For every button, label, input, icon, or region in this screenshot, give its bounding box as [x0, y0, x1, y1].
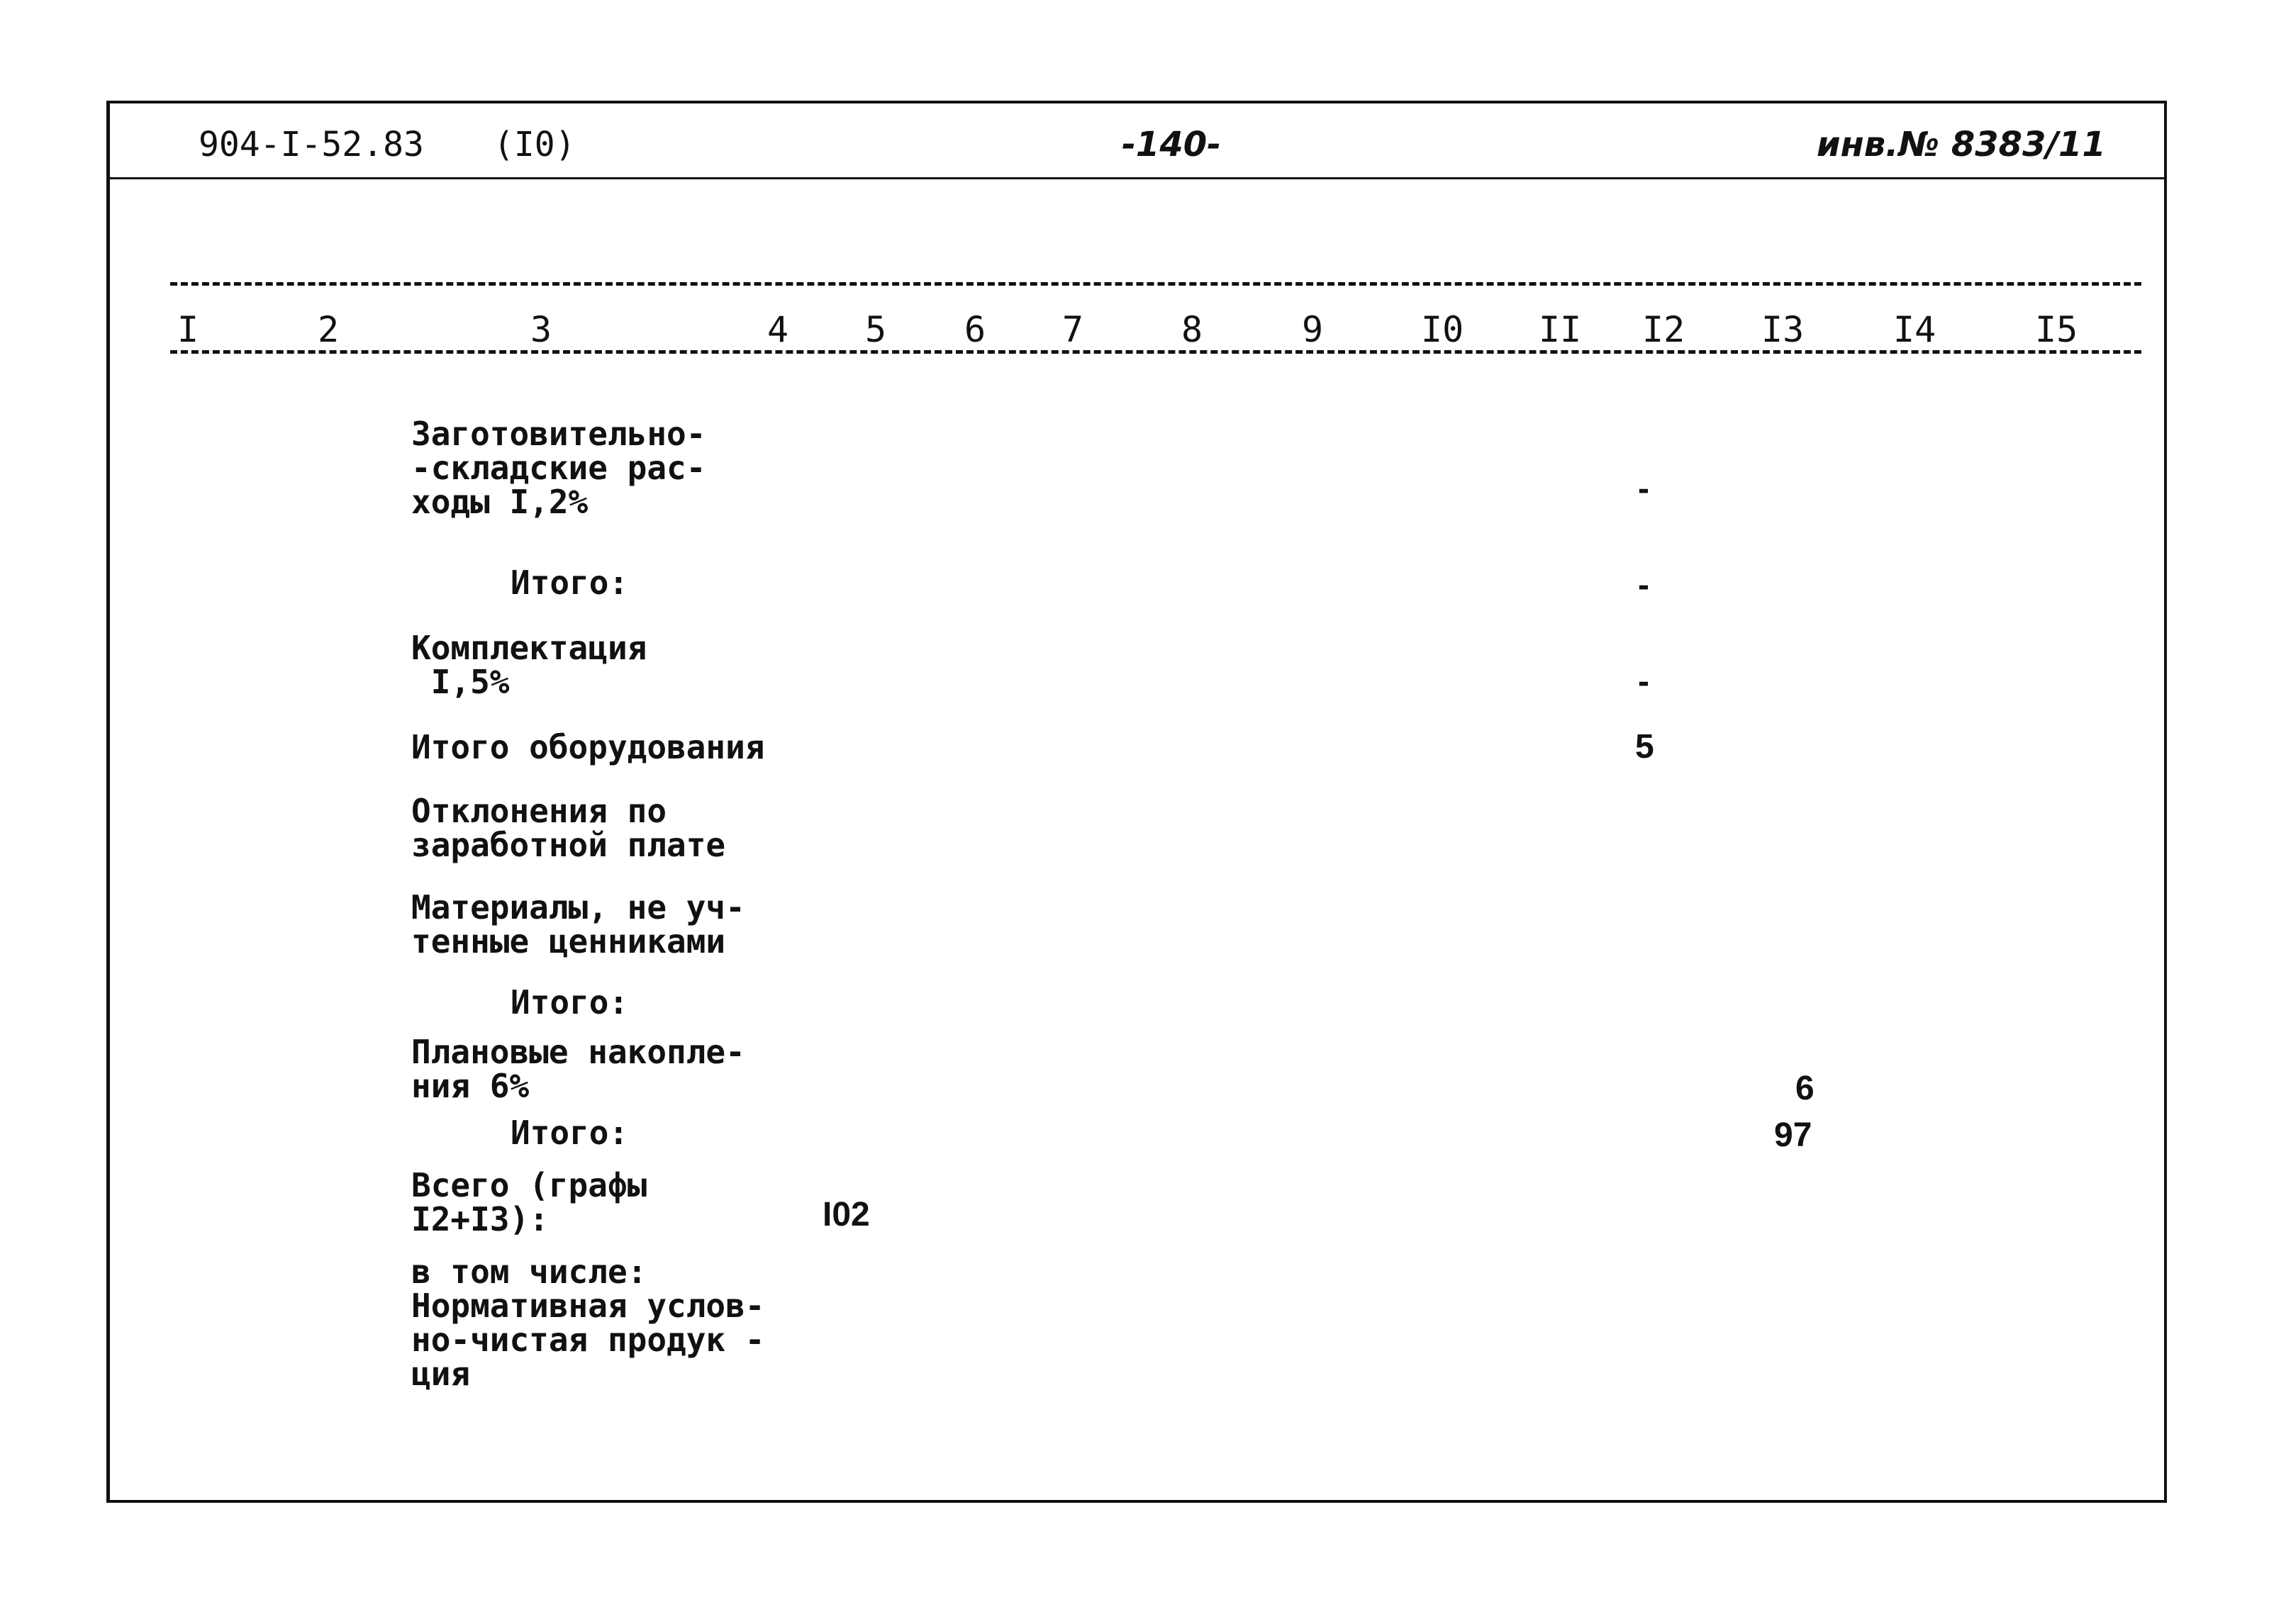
column-number: 6 [964, 309, 986, 350]
column-number: I0 [1421, 309, 1464, 350]
column-number: 5 [865, 309, 887, 350]
column-number: I5 [2035, 309, 2078, 350]
column-number: I4 [1893, 309, 1936, 350]
row-label-materials: Материалы, не уч- тенные ценниками [411, 888, 745, 961]
table-rule-bottom [170, 350, 2141, 354]
row-label-kitting: Комплектация I,5% [411, 629, 647, 701]
row-label-wage-deviation: Отклонения по заработной плате [411, 792, 726, 864]
row-label-including: в том числе: Нормативная услов- но-чистая продук - ция [411, 1253, 765, 1393]
column-number: 9 [1302, 309, 1324, 350]
column-number: II [1539, 309, 1582, 350]
header-rule [106, 177, 2167, 179]
row-label-subtotal: Итого: [511, 983, 629, 1021]
column-number: 8 [1181, 309, 1203, 350]
column-number: I2 [1642, 309, 1685, 350]
row-label-grand-total: Всего (графы I2+I3): [411, 1166, 647, 1238]
column-number: 2 [318, 309, 340, 350]
row-label-equipment-total: Итого оборудования [411, 728, 765, 766]
column-number: 4 [767, 309, 789, 350]
column-number: I [177, 309, 199, 350]
row-label-subtotal: Итого: [511, 1114, 629, 1152]
row-value: - [1638, 566, 1649, 604]
row-value: - [1638, 470, 1649, 508]
row-value: 97 [1774, 1116, 1812, 1154]
row-value: - [1638, 663, 1649, 700]
row-label-subtotal: Итого: [511, 564, 629, 602]
row-value: 6 [1795, 1070, 1814, 1107]
row-label-planned-savings: Плановые накопле- ния 6% [411, 1033, 745, 1105]
row-value: 5 [1635, 728, 1654, 766]
section-number: (I0) [494, 125, 576, 164]
page-number: -140- [1122, 125, 1222, 164]
table-rule-top [170, 282, 2141, 286]
row-label-procurement: Заготовительно- -складские рас- ходы I,2% [411, 415, 706, 521]
column-number: 3 [530, 309, 552, 350]
inventory-number: инв.№ 8383/11 [1817, 125, 2106, 164]
column-number: I3 [1761, 309, 1805, 350]
row-value: I02 [823, 1196, 870, 1233]
document-code: 904-I-52.83 [199, 125, 424, 164]
column-number: 7 [1062, 309, 1084, 350]
